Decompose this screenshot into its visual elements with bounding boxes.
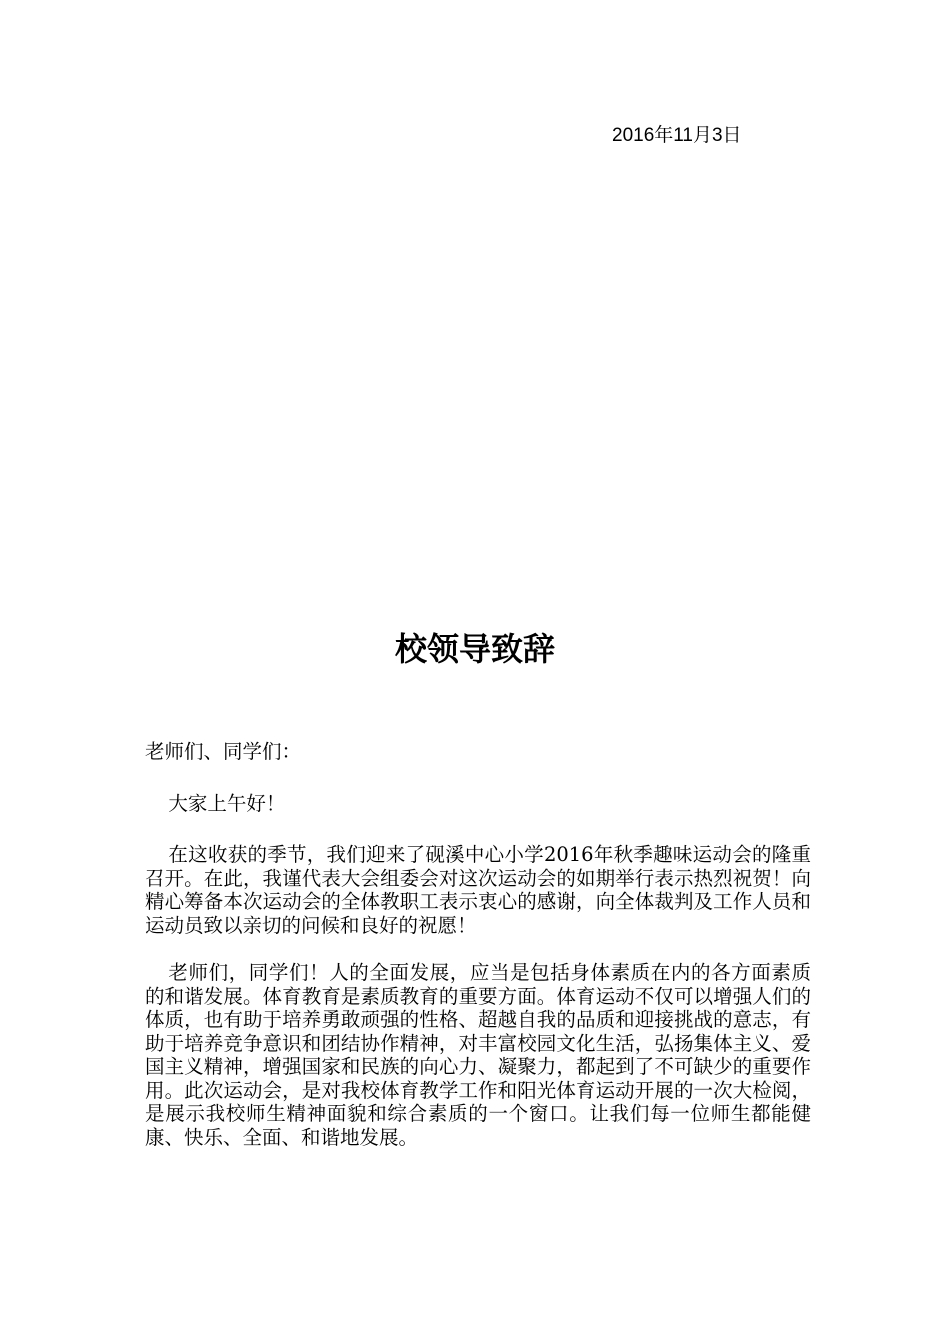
document-body [145,740,811,1173]
greeting: 大家上午好！ [168,791,286,815]
salutation: 老师们、同学们： [145,740,302,763]
document-title: 校领导致辞 [394,630,555,668]
paragraph-2: 老师们，同学们！人的全面发展，应当是包括身体素质在内的各方面素质的和谐发展。体育教育是素质教育的重要方面。体育运动不仅可以增强人们的体质，也有助于培养勇敢顽强的性格、超越自我的品质和迎接挑战的意志，有助于培养竞争意识和团结协作精神，对丰富校园文化生活，弘扬集体主义、爱国主义精神，增强国家和民族的向心力、凝聚力，都起到了不可缺少的重要作用。此次运动会，是对我校体育教学工作和阳光体育运动开展的一次大检阅，是展示我校师生精神面貌和综合素质的一个窗口。让我们每一位师生都能健康、快乐、全面、和谐地发展。 [145,961,811,1149]
document-date: 2016年11月3日 [612,125,742,146]
paragraph-1: 在这收获的季节，我们迎来了砚溪中心小学2016年秋季趣味运动会的隆重召开。在此，我谨代表大会组委会对这次运动会的如期举行表示热烈祝贺！向精心筹备本次运动会的全体教职工表示衷心的感谢，向全体裁判及工作人员和运动员致以亲切的问候和良好的祝愿！ [145,843,811,937]
